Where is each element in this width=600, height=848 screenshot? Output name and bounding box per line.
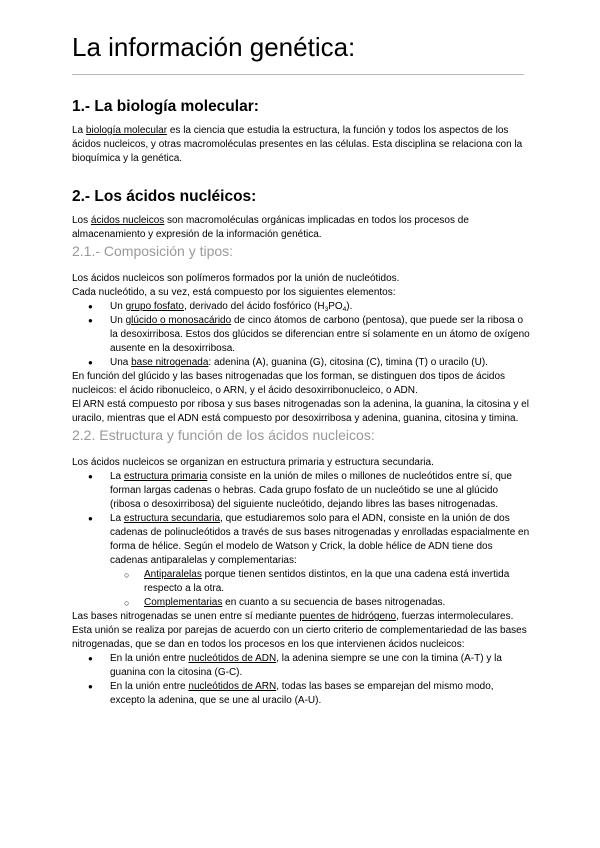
text: es la ciencia que estudia la estructura, la función y todos los aspectos de los ácidos nucleicos, y otras macromoléculas presentes en las células. Esta disciplina se relaciona con la bioquímica y la genética. — [72, 125, 523, 164]
heading-acidos-nucleicos: 2.- Los ácidos nucléicos: — [72, 188, 257, 205]
term-glucido: glúcido o monosacárido — [125, 315, 232, 326]
text: , fuerzas intermoleculares. Esta unión se realiza por parejas de acuerdo con un cierto criterio de complementariedad de las bases nitrogenadas, que se dan en todos los procesos en los que intervienen ácidos nucleicos: — [72, 611, 527, 650]
list-item-nucleotidos-arn — [72, 680, 530, 708]
subscript: 3 — [324, 306, 329, 313]
paragraph-polimeros: Los ácidos nucleicos son polímeros formados por la unión de nucleótidos. — [72, 273, 400, 284]
text: de cinco átomos de carbono (pentosa), que puede ser la ribosa o la desoxirribosa. Estos dos glúcidos se diferencian entre sí solamente en un átomo de oxígeno ausente en la desoxirribosa. — [110, 315, 530, 354]
list-item-estructura-secundaria — [72, 512, 530, 610]
term-antiparalelas: Antiparalelas — [144, 569, 202, 580]
sublist-item-antiparalelas — [110, 568, 530, 596]
document-title: La información genética: — [72, 32, 356, 62]
text: La — [110, 471, 124, 482]
paragraph-biologia-molecular — [72, 124, 530, 166]
subscript: 4 — [342, 306, 347, 313]
text: La — [110, 513, 124, 524]
text: , la adenina siempre se une con la timina (A-T) y la guanina con la citosina (G-C). — [110, 653, 502, 678]
text: : adenina (A), guanina (G), citosina (C), timina (T) o uracilo (U). — [208, 357, 488, 368]
list-item-nucleotidos-adn — [72, 652, 530, 680]
term-estructura-secundaria: estructura secundaria — [123, 513, 221, 524]
text: Una — [110, 357, 132, 368]
term-base-nitrogenada: base nitrogenada — [131, 357, 209, 368]
text: ). — [346, 301, 353, 312]
title-divider — [72, 74, 524, 75]
text: en cuanto a su secuencia de bases nitrogenadas. — [222, 597, 446, 608]
list-item-estructura-primaria — [72, 470, 530, 512]
text: Los — [72, 215, 91, 226]
term-complementarias: Complementarias — [144, 597, 223, 608]
text: Un — [110, 301, 126, 312]
document-body — [72, 96, 530, 708]
paragraph-puentes-hidrogeno — [72, 610, 530, 652]
paragraph-acidos-nucleicos — [72, 214, 530, 242]
term-puentes-hidrogeno: puentes de hidrógeno — [299, 611, 397, 622]
text: La — [72, 125, 86, 136]
text: , todas las bases se emparejan del mismo modo, excepto la adenina, que se une al uracilo (A-U). — [110, 681, 494, 706]
text: , derivado del ácido fosfórico (H — [183, 301, 325, 312]
term-nucleotidos-arn: nucleótidos de ARN — [188, 681, 277, 692]
paragraph-tipos-acidos: En función del glúcido y las bases nitrogenadas que los forman, se distinguen dos tipos de ácidos nucleicos: el ácido ribonucleico, o ARN, y el ácido desoxirribonucleico, o ADN. — [72, 371, 506, 396]
text: Un — [110, 315, 126, 326]
term-grupo-fosfato: grupo fosfato — [125, 301, 184, 312]
term-estructura-primaria: estructura primaria — [123, 471, 208, 482]
paragraph-nucleotido-elementos: Cada nucleótido, a su vez, está compuesto por los siguientes elementos: — [72, 287, 396, 298]
text: PO — [328, 301, 343, 312]
paragraph-organizacion: Los ácidos nucleicos se organizan en estructura primaria y estructura secundaria. — [72, 457, 434, 468]
list-nucleotido-elementos — [72, 300, 530, 370]
paragraph-arn-adn: El ARN está compuesto por ribosa y sus bases nitrogenadas son la adenina, la guanina, la citosina y el uracilo, mientras que el ADN está compuesto por desoxirribosa y adenina, guanina, citosina y timina. — [72, 399, 529, 424]
text: consiste en la unión de miles o millones de nucleótidos entre sí, que forman largas cadenas o hebras. Cada grupo fosfato de un nucleótido se une al glúcido (ribosa o desoxirribosa) del siguiente nucleótido, dejando libres las bases nitrogenadas. — [110, 471, 512, 510]
text: , que estudiaremos solo para el ADN, consiste en la unión de dos cadenas de polinucleótidos a través de sus bases nitrogenadas y enrolladas espacialmente en forma de hélice. Según el modelo de Watson y Crick, la doble hélice de ADN tiene dos cadenas antiparalelas y complementarias: — [110, 513, 530, 566]
term-biologia-molecular: biología molecular — [85, 125, 168, 136]
text: porque tienen sentidos distintos, en la que una cadena está invertida respecto a la otra. — [144, 569, 510, 594]
text: son macromoléculas orgánicas implicadas en todos los procesos de almacenamiento y expresión de la información genética. — [72, 215, 469, 240]
sublist-cadenas — [110, 568, 530, 610]
text: Las bases nitrogenadas se unen entre sí mediante — [72, 611, 300, 622]
list-item-base-nitrogenada — [72, 356, 530, 370]
list-estructuras — [72, 470, 530, 610]
list-item-glucido — [72, 314, 530, 356]
list-emparejamientos — [72, 652, 530, 708]
term-acidos-nucleicos: ácidos nucleicos — [90, 215, 165, 226]
sublist-item-complementarias — [110, 596, 530, 610]
heading-biologia-molecular: 1.- La biología molecular: — [72, 98, 259, 115]
heading-estructura-funcion: 2.2. Estructura y función de los ácidos nucleicos: — [72, 427, 375, 443]
list-item-grupo-fosfato — [72, 300, 530, 314]
text: En la unión entre — [110, 681, 189, 692]
term-nucleotidos-adn: nucleótidos de ADN — [188, 653, 277, 664]
heading-composicion-tipos: 2.1.- Composición y tipos: — [72, 243, 234, 259]
text: En la unión entre — [110, 653, 189, 664]
